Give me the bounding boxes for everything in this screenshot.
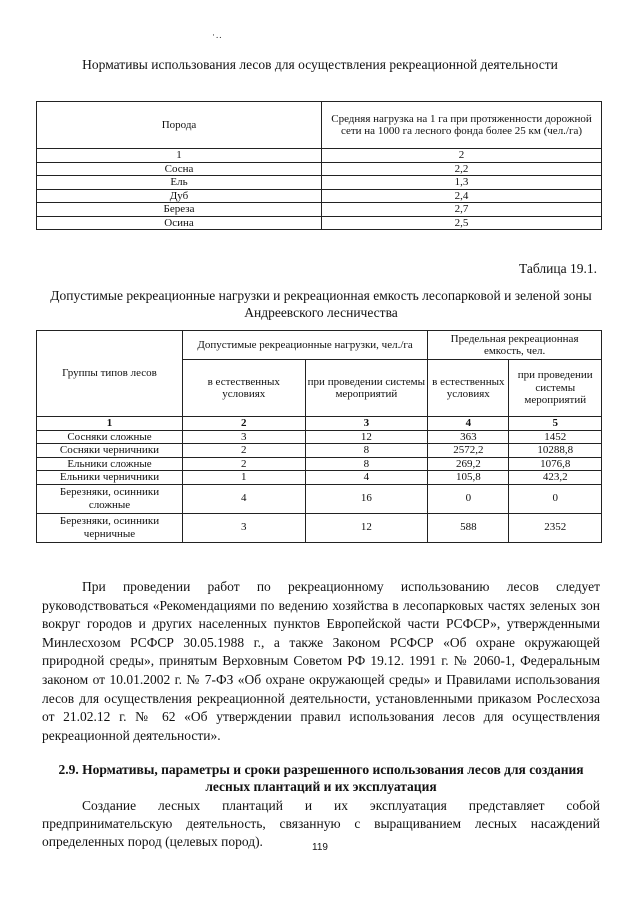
table-numbering-row [37, 149, 602, 163]
value-cell: 8 [305, 457, 428, 471]
table-row [37, 484, 602, 513]
section-heading: 2.9. Нормативы, параметры и сроки разрешенного использования лесов для создания лесных плантаций и их эксплуатация [58, 762, 584, 794]
load-cell: 2,7 [322, 203, 602, 217]
table1-title: Нормативы использования лесов для осуществления рекреационной деятельности [82, 57, 558, 72]
recreation-norms-table [36, 101, 602, 230]
load-cell: 2,5 [322, 216, 602, 230]
col-number-1: 1 [37, 149, 322, 163]
table-row [37, 216, 602, 230]
group-cell: Березняки, осинники сложные [37, 484, 183, 513]
table-row [37, 203, 602, 217]
col-number-2: 2 [322, 149, 602, 163]
table-row [37, 513, 602, 542]
body-paragraph-regulations: При проведении работ по рекреационному использованию лесов следует руководствоваться «Рекомендациями по ведению хозяйства в лесопарковых частях зеленых зон вокруг городов и других населенных пунктов Европейской части РСФСР», утвержденными Минлесхозом РСФСР 30.05.1988 г., а также Законом РСФСР «Об охране окружающей природной среды», принятым Верховным Советом РФ 19.12. 1991 г. № 2060-1, Федеральным законом от 10.01.2002 г. № 7-ФЗ «Об охране окружающей среды» и Правилами использования лесов для осуществления рекреационной деятельности, установленными приказом Рослесхоза от 21.02.12 г. № 62 «Об утверждении правил использования лесов для осуществления рекреационной деятельности». [42, 579, 600, 743]
header-capacity: Предельная рекреационная емкость, чел. [428, 331, 602, 360]
value-cell: 10288,8 [509, 444, 602, 458]
value-cell: 0 [509, 484, 602, 513]
subheader-measures-capacity: при проведении системы мероприятий [509, 360, 602, 417]
table-header-row [37, 331, 602, 360]
group-cell: Березняки, осинники черничные [37, 513, 183, 542]
species-cell: Осина [37, 216, 322, 230]
subheader-natural-capacity: в естественных условиях [428, 360, 509, 417]
value-cell: 3 [182, 430, 305, 444]
col-number-5: 5 [509, 417, 602, 431]
table-row [37, 457, 602, 471]
table-row [37, 176, 602, 190]
value-cell: 1076,8 [509, 457, 602, 471]
group-cell: Сосняки сложные [37, 430, 183, 444]
body-paragraph-plantations: Создание лесных плантаций и их эксплуатация представляет собой предпринимательскую деятельность, связанную с выращиванием лесных насаждений определенных пород (целевых пород). [42, 798, 600, 849]
group-cell: Ельники сложные [37, 457, 183, 471]
value-cell: 2572,2 [428, 444, 509, 458]
recreation-capacity-table [36, 330, 602, 543]
value-cell: 423,2 [509, 471, 602, 485]
scan-specks: ·.. [212, 30, 223, 40]
value-cell: 1452 [509, 430, 602, 444]
species-cell: Ель [37, 176, 322, 190]
col-number-4: 4 [428, 417, 509, 431]
table2-number: Таблица 19.1. [519, 261, 597, 276]
load-cell: 1,3 [322, 176, 602, 190]
table-row [37, 430, 602, 444]
table2-title: Допустимые рекреационные нагрузки и рекреационная емкость лесопарковой и зеленой зоны Андреевского лесничества [50, 288, 592, 320]
species-cell: Дуб [37, 189, 322, 203]
table-row [37, 189, 602, 203]
value-cell: 12 [305, 430, 428, 444]
header-forest-groups: Группы типов лесов [37, 331, 183, 417]
species-cell: Береза [37, 203, 322, 217]
header-allowable-load: Допустимые рекреационные нагрузки, чел./га [182, 331, 427, 360]
header-average-load: Средняя нагрузка на 1 га при протяженности дорожной сети на 1000 га лесного фонда более 25 км (чел./га) [322, 102, 602, 149]
group-cell: Ельники черничники [37, 471, 183, 485]
table-row [37, 162, 602, 176]
species-cell: Сосна [37, 162, 322, 176]
load-cell: 2,4 [322, 189, 602, 203]
value-cell: 16 [305, 484, 428, 513]
value-cell: 4 [182, 484, 305, 513]
table-numbering-row [37, 417, 602, 431]
value-cell: 12 [305, 513, 428, 542]
value-cell: 105,8 [428, 471, 509, 485]
value-cell: 2 [182, 444, 305, 458]
table-row [37, 444, 602, 458]
value-cell: 363 [428, 430, 509, 444]
page-number: 119 [312, 842, 328, 853]
value-cell: 2 [182, 457, 305, 471]
value-cell: 2352 [509, 513, 602, 542]
subheader-measures-load: при проведении системы мероприятий [305, 360, 428, 417]
subheader-natural-load: в естественных условиях [182, 360, 305, 417]
value-cell: 588 [428, 513, 509, 542]
value-cell: 8 [305, 444, 428, 458]
col-number-3: 3 [305, 417, 428, 431]
header-species: Порода [37, 102, 322, 149]
table-row [37, 471, 602, 485]
value-cell: 4 [305, 471, 428, 485]
value-cell: 3 [182, 513, 305, 542]
value-cell: 1 [182, 471, 305, 485]
col-number-2: 2 [182, 417, 305, 431]
table-header-row [37, 102, 602, 149]
col-number-1: 1 [37, 417, 183, 431]
group-cell: Сосняки черничники [37, 444, 183, 458]
value-cell: 269,2 [428, 457, 509, 471]
value-cell: 0 [428, 484, 509, 513]
load-cell: 2,2 [322, 162, 602, 176]
